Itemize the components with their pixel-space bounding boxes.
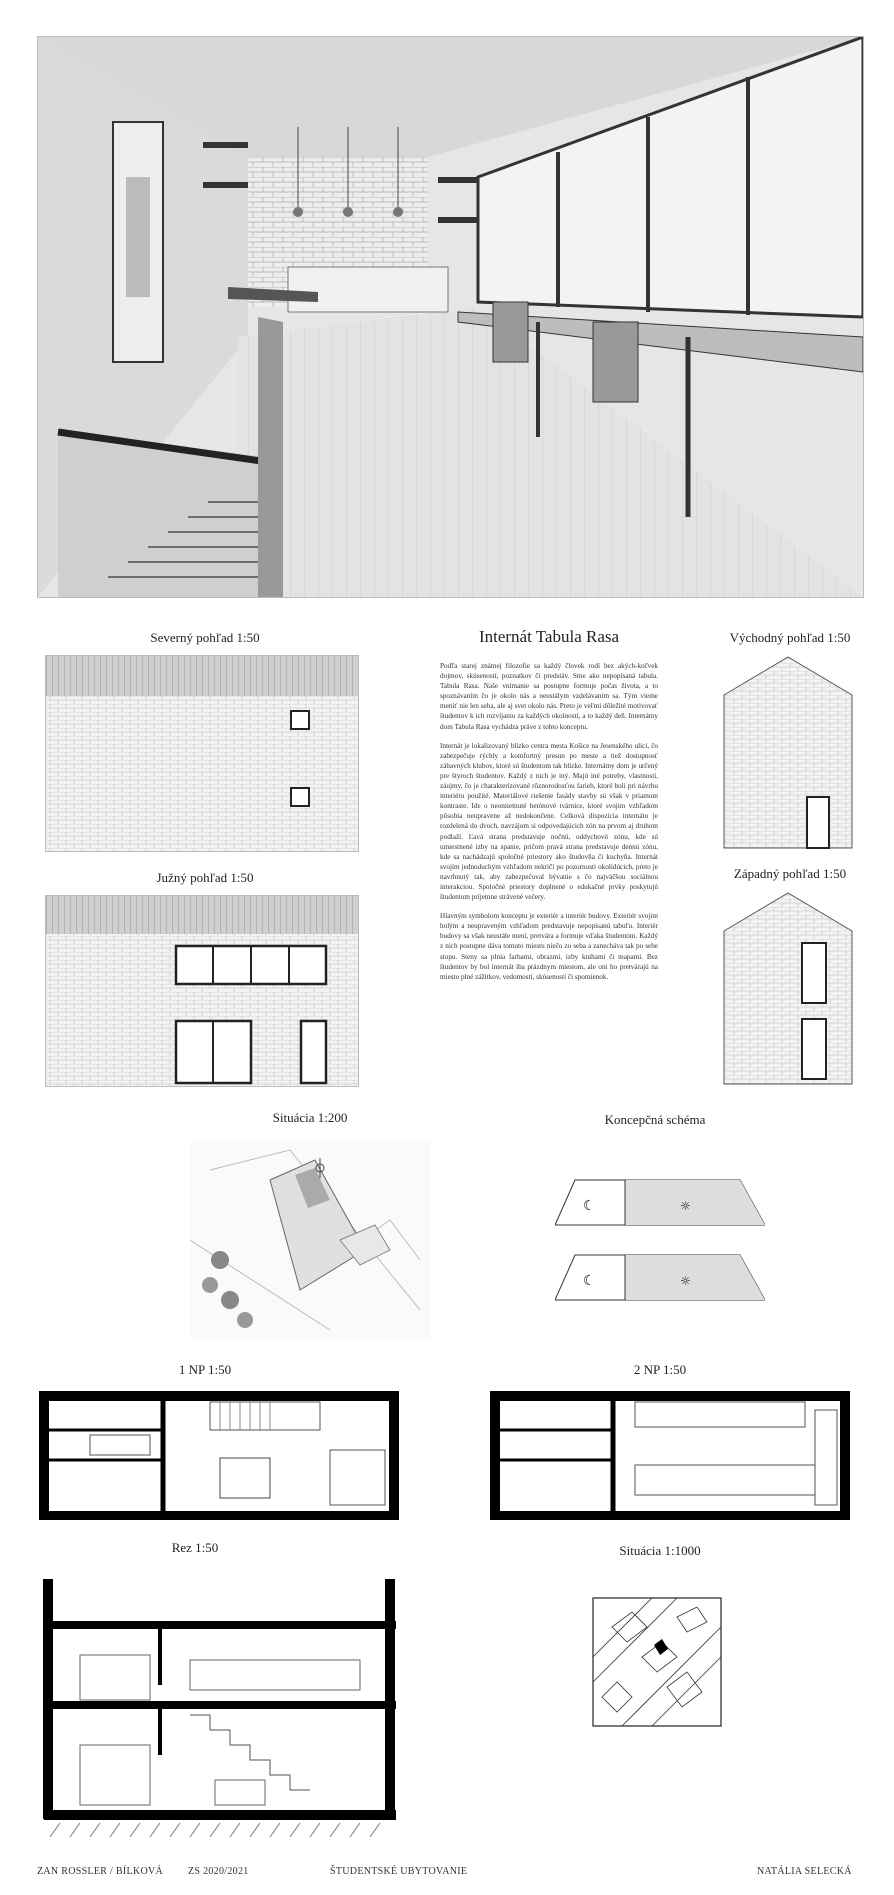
footer-semester: ZS 2020/2021	[188, 1866, 249, 1877]
interior-perspective-drawing	[37, 36, 864, 598]
north-elevation-label: Severný pohľad 1:50	[150, 630, 260, 645]
south-elevation-label: Južný pohľad 1:50	[156, 870, 254, 885]
south-elevation	[45, 895, 359, 1087]
floor-plan-2np	[475, 1390, 860, 1520]
west-elevation-label: Západný pohľad 1:50	[733, 866, 847, 881]
moon-icon: ☾	[583, 1273, 596, 1289]
east-elevation-label: Východný pohľad 1:50	[729, 630, 851, 645]
section-drawing	[40, 1575, 410, 1845]
paragraph-concept: Hlavným symbolom konceptu je exteriér a interiér budovy. Exteriér svojim holým a neupraveným vzhľadom predstavuje nepopísanú tabuľu. Interiér budovy sa však neustále mení, pretvára a formuje vďaka študentom. Každý z nich postupne dáva tomuto miestu niečo zo seba a zanecháva tak po sebe stopu. Steny sa plnia farbami, obrazmi, izby knihami či mapami. Bez študentov by bol internát iba prázdnym miestom, ale oni ho pretvárajú na miesto plné zážitkov, vedomostí, skúseností či spomienok.	[440, 912, 658, 981]
section-label: Rez 1:50	[171, 1540, 219, 1555]
north-elevation	[45, 655, 359, 852]
paragraph-intro: Podľa starej známej filozofie sa každý človek rodí bez akých-koľvek dojmov, skúseností, poznatkov či predstáv. Sme ako nepopísaná tabula. Tabula Rasa. Naše vnímanie sa postupne formuje počas života, a to spoznávaním čo je okolo nás a neustálym vzdelávaním sa. Tým vieme meniť nie len seba, ale aj svet okolo nás. Preto je veľmi dôležité motivovať študentov k ich rozvíjaniu za každých okolností, a to každý deň. Internátny dom Tabula Rasa vychádza práve z tohto konceptu.	[440, 662, 658, 731]
footer-student: NATÁLIA SELECKÁ	[757, 1866, 852, 1877]
situation-200-label: Situácia 1:200	[272, 1110, 348, 1125]
floor-plan-1np-label: 1 NP 1:50	[178, 1362, 232, 1377]
project-title: Internát Tabula Rasa	[478, 627, 620, 646]
west-elevation	[722, 891, 854, 1086]
situation-1000-map	[592, 1597, 722, 1727]
moon-icon: ☾	[583, 1198, 596, 1214]
situation-200-plan	[190, 1140, 430, 1340]
footer-subject: ŠTUDENTSKÉ UBYTOVANIE	[330, 1866, 468, 1877]
east-elevation	[722, 655, 854, 850]
floor-plan-2np-label: 2 NP 1:50	[633, 1362, 687, 1377]
sun-icon: ☼	[680, 1199, 691, 1213]
concept-schema	[555, 1175, 765, 1310]
floor-plan-1np	[30, 1390, 405, 1520]
paragraph-location: Internát je lokalizovaný blízko centra mesta Košice na Jesenského ulici, čo zabezpečuje rýchly a komfortný presun po meste a tiež dostupnosť zábavných klubov, ktoré sú študentom tak blízke. Internátny dom je určený pre štyroch študentov. Každý z nich je iný. Majú iné potreby, vlastnosti, záujmy, čo je charakterizované rôznorodosťou farieb, ktoré boli pri návrhu interiéru použité. Materiálové riešenie fasády stavby sú však v priamom kontraste. Ide o neomietnuté betónové tvárnice, ktoré svojim vzhľadom pôsobia neupravene až nedokončene. Celková dispozícia internátu je rozdelená do dvoch, navzájom si odpovedajúcich zón na prvom aj druhom podlaží. Ľavá strana predstavuje nočnú, oddychovú zónu, kde sú umiestnené izby na spanie, pričom pravá strana predstavuje dennú zónu, kde sa nachádzajú spoločné priestory ako študovňa či kuchyňa. Internát svojim jednoduchým vzhľadom nekričí po pozornosti okolidúcich, preto je navrhnutý tak, aby zabezpečoval bývanie s čo najväčšou sociálnou interakciou. Spoločné priestory doplnené o edukačné prvky poskytujú študentom príjemne strávené večery.	[440, 741, 658, 902]
concept-schema-label: Koncepčná schéma	[604, 1112, 706, 1127]
project-description	[440, 661, 658, 991]
footer-authors: ZAN ROSSLER / BÍLKOVÁ	[37, 1866, 164, 1877]
sun-icon: ☼	[680, 1274, 691, 1288]
situation-1000-label: Situácia 1:1000	[619, 1543, 701, 1558]
